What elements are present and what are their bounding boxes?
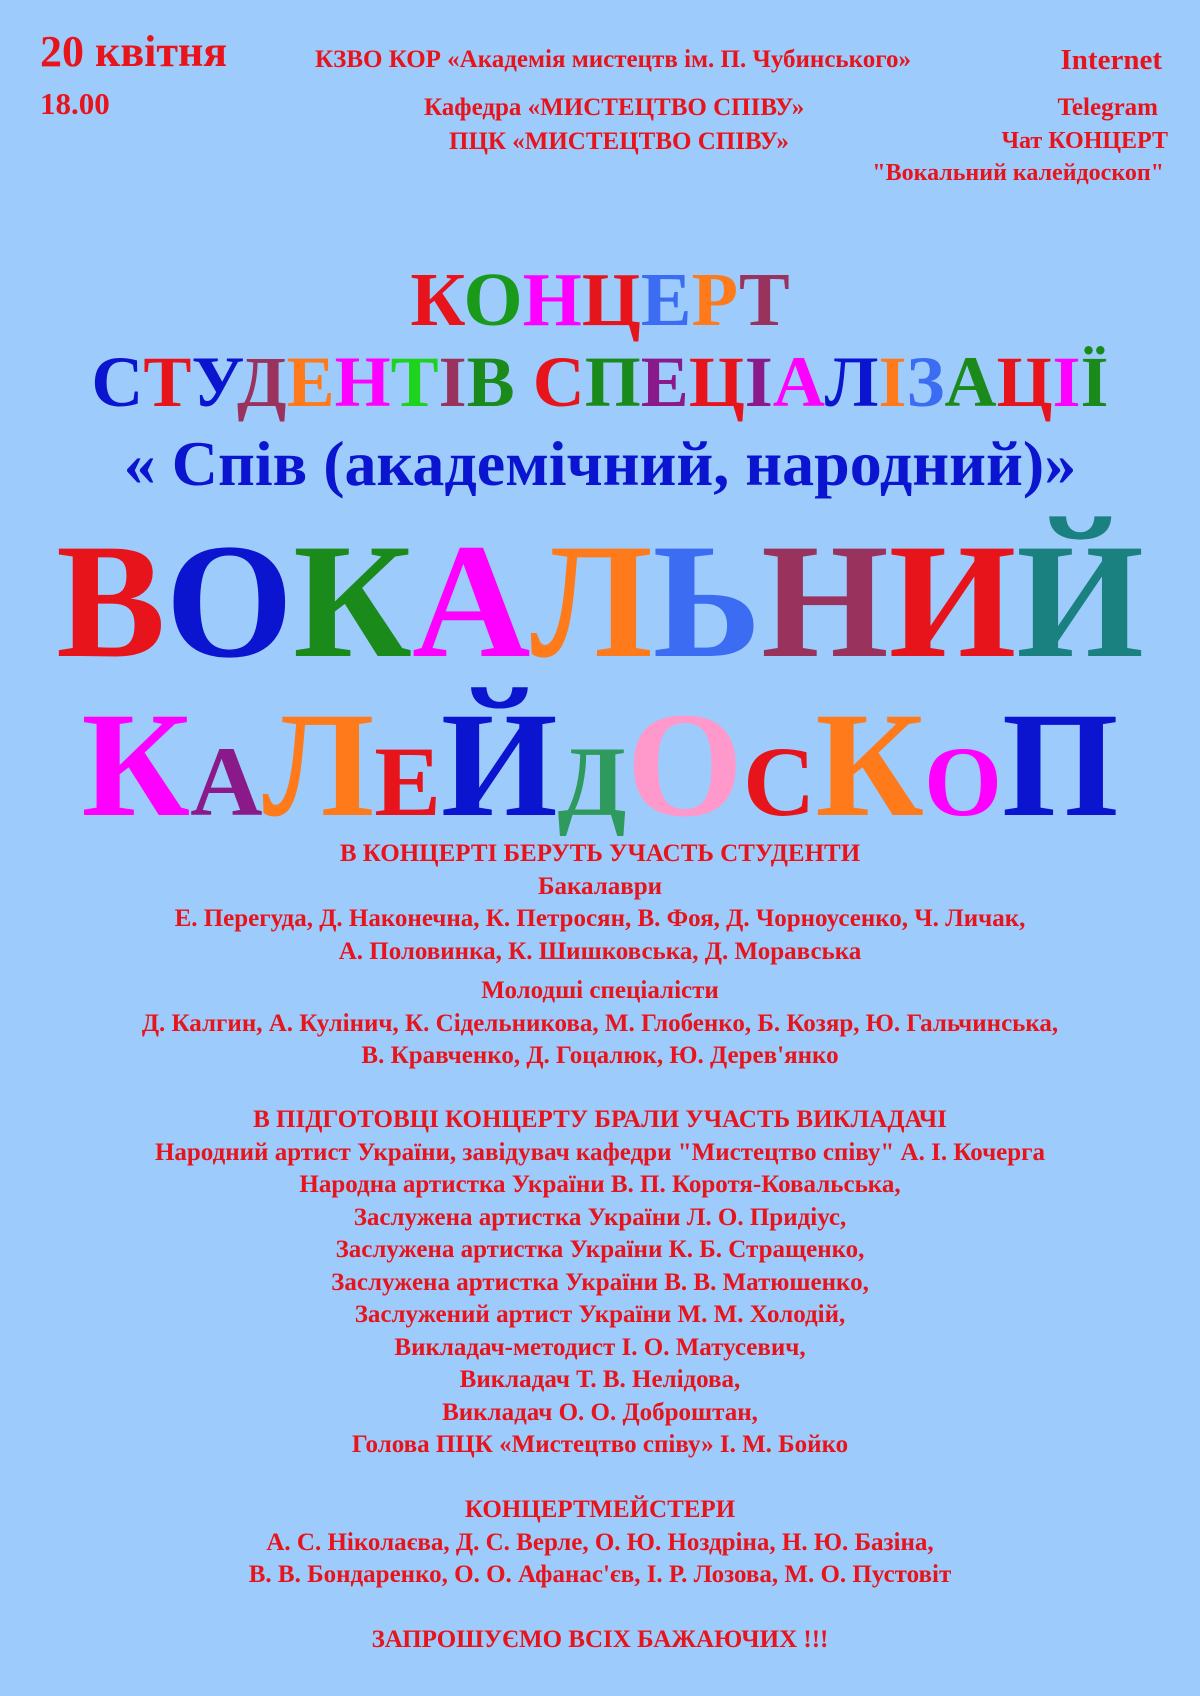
title-concert (0, 258, 1200, 342)
title-letter: К (410, 258, 464, 342)
teacher-line: Викладач Т. В. Нелідова, (459, 1366, 741, 1393)
title-letter: Р (691, 258, 739, 342)
title-letter: К (81, 682, 191, 848)
title-letter: П (1001, 682, 1119, 848)
juniors-names-2: В. Кравченко, Д. Гоцалюк, Ю. Дерев'янко (361, 1042, 839, 1069)
title-letter: Ц (581, 258, 641, 342)
title-letter: А (412, 511, 531, 692)
teacher-line: Заслужена артистка України Л. О. Придіус, (353, 1203, 847, 1231)
title-letter: Н (761, 511, 889, 692)
title-letter: О (924, 726, 1002, 837)
title-letter: С (743, 726, 816, 837)
title-letter: И (888, 511, 1017, 692)
teacher-line: Викладач-методист І. О. Матусевич, (394, 1333, 806, 1361)
bachelors-names-2: А. Половинка, К. Шишковська, Д. Моравська (338, 937, 862, 965)
title-letter: В (466, 342, 515, 422)
title-letter: Л (530, 511, 653, 692)
title-letter: К (815, 682, 925, 848)
title-letter: І (438, 342, 467, 422)
title-letter: О (463, 258, 523, 342)
title-letter: Т (738, 258, 790, 342)
teacher-line: Народна артистка України В. П. Коротя-Ковальська, (299, 1171, 901, 1198)
students-heading: В КОНЦЕРТІ БЕРУТЬ УЧАСТЬ СТУДЕНТИ (339, 840, 861, 867)
chat-name: "Вокальний калейдоскоп" (872, 160, 1164, 186)
teacher-line: Голова ПЦК «Мистецтво співу» І. М. Бойко (351, 1431, 849, 1458)
accompanists-section (0, 1494, 1200, 1592)
title-vocal (0, 511, 1200, 692)
juniors-names-1: Д. Калгин, А. Кулінич, К. Сідельникова, М. Глобенко, Б. Козяр, Ю. Гальчинська, (141, 1009, 1059, 1037)
accompanists-heading: КОНЦЕРТМЕЙСТЕРИ (464, 1496, 736, 1523)
juniors-section (0, 975, 1200, 1073)
title-letter: З (906, 342, 945, 422)
title-letter: Е (640, 258, 692, 342)
title-letter: А (772, 342, 825, 422)
teacher-line: Заслужена артистка України К. Б. Стращенко, (335, 1236, 865, 1263)
title-letter: Е (640, 342, 689, 422)
title-letter: І (878, 342, 907, 422)
title-letter: А (944, 342, 997, 422)
pck-name: ПЦК «МИСТЕЦТВО СПІВУ» (449, 128, 789, 155)
teacher-line: Викладач О. О. Доброштан, (442, 1398, 758, 1426)
invitation-text: ЗАПРОШУЄМО ВСІХ БАЖАЮЧИХ !!! (371, 1626, 829, 1653)
title-letter: Л (824, 342, 879, 422)
title-letter: Ц (688, 342, 745, 422)
institution-name: КЗВО КОР «Академія мистецтв ім. П. Чубинського» (315, 46, 911, 73)
title-letter: У (191, 342, 238, 422)
teacher-line: Заслужений артист України М. М. Холодій, (354, 1301, 846, 1328)
title-students-specialization (0, 342, 1200, 422)
title-letter: Й (1016, 511, 1144, 692)
title-letter: Д (557, 726, 627, 837)
title-letter: С (532, 342, 585, 422)
teachers-heading: В ПІДГОТОВЦІ КОНЦЕРТУ БРАЛИ УЧАСТЬ ВИКЛАДАЧІ (253, 1106, 947, 1133)
title-letter: Т (390, 342, 439, 422)
title-letter: К (293, 511, 413, 692)
title-kaleidoscope (0, 682, 1200, 848)
title-letter: Ь (652, 511, 762, 692)
accompanists-names-1: А. С. Ніколаєва, Д. С. Верле, О. Ю. Ноздріна, Н. Ю. Базіна, (266, 1528, 934, 1556)
title-letter: І (744, 342, 773, 422)
telegram-label: Telegram (1057, 94, 1158, 121)
teacher-line: Заслужена артистка України В. В. Матюшенко, (331, 1268, 869, 1296)
title-letter: Н (522, 258, 582, 342)
teacher-line: Народний артист України, завідувач кафедри "Мистецтво співу" А. І. Кочерга (154, 1138, 1046, 1166)
title-letter: Т (143, 342, 192, 422)
internet-label: Internet (1060, 44, 1162, 76)
title-letter: А (190, 726, 263, 837)
title-letter: І (1052, 342, 1081, 422)
department-name: Кафедра «МИСТЕЦТВО СПІВУ» (424, 94, 805, 121)
title-specialization-name: « Спів (академічний, народний)» (123, 428, 1077, 499)
title-letter: С (91, 342, 144, 422)
title-letter: Е (286, 342, 335, 422)
chat-label: Чат КОНЦЕРТ (1001, 128, 1168, 154)
students-section (0, 838, 1200, 968)
title-letter: П (584, 342, 641, 422)
concert-time: 18.00 (40, 86, 110, 121)
title-letter: Ї (1080, 342, 1109, 422)
bachelors-names-1: Е. Перегуда, Д. Наконечна, К. Петросян, В. Фоя, Д. Чорноусенко, Ч. Личак, (174, 905, 1026, 932)
title-letter: О (626, 682, 744, 848)
title-letter (515, 342, 533, 422)
title-letter: Л (262, 682, 375, 848)
title-letter: В (56, 511, 166, 692)
title-letter: Й (440, 682, 558, 848)
title-letter: Ц (996, 342, 1053, 422)
teachers-section (0, 1104, 1200, 1462)
title-letter: Н (334, 342, 391, 422)
title-letter: Е (374, 726, 441, 837)
title-letter: Д (237, 342, 287, 422)
juniors-label: Молодші спеціалісти (481, 977, 719, 1004)
accompanists-names-2: В. В. Бондаренко, О. О. Афанас'єв, І. Р. Лозова, М. О. Пустовіт (248, 1561, 952, 1588)
bachelors-label: Бакалаври (537, 872, 663, 900)
title-letter: О (165, 511, 294, 692)
concert-date: 20 квітня (40, 27, 228, 76)
